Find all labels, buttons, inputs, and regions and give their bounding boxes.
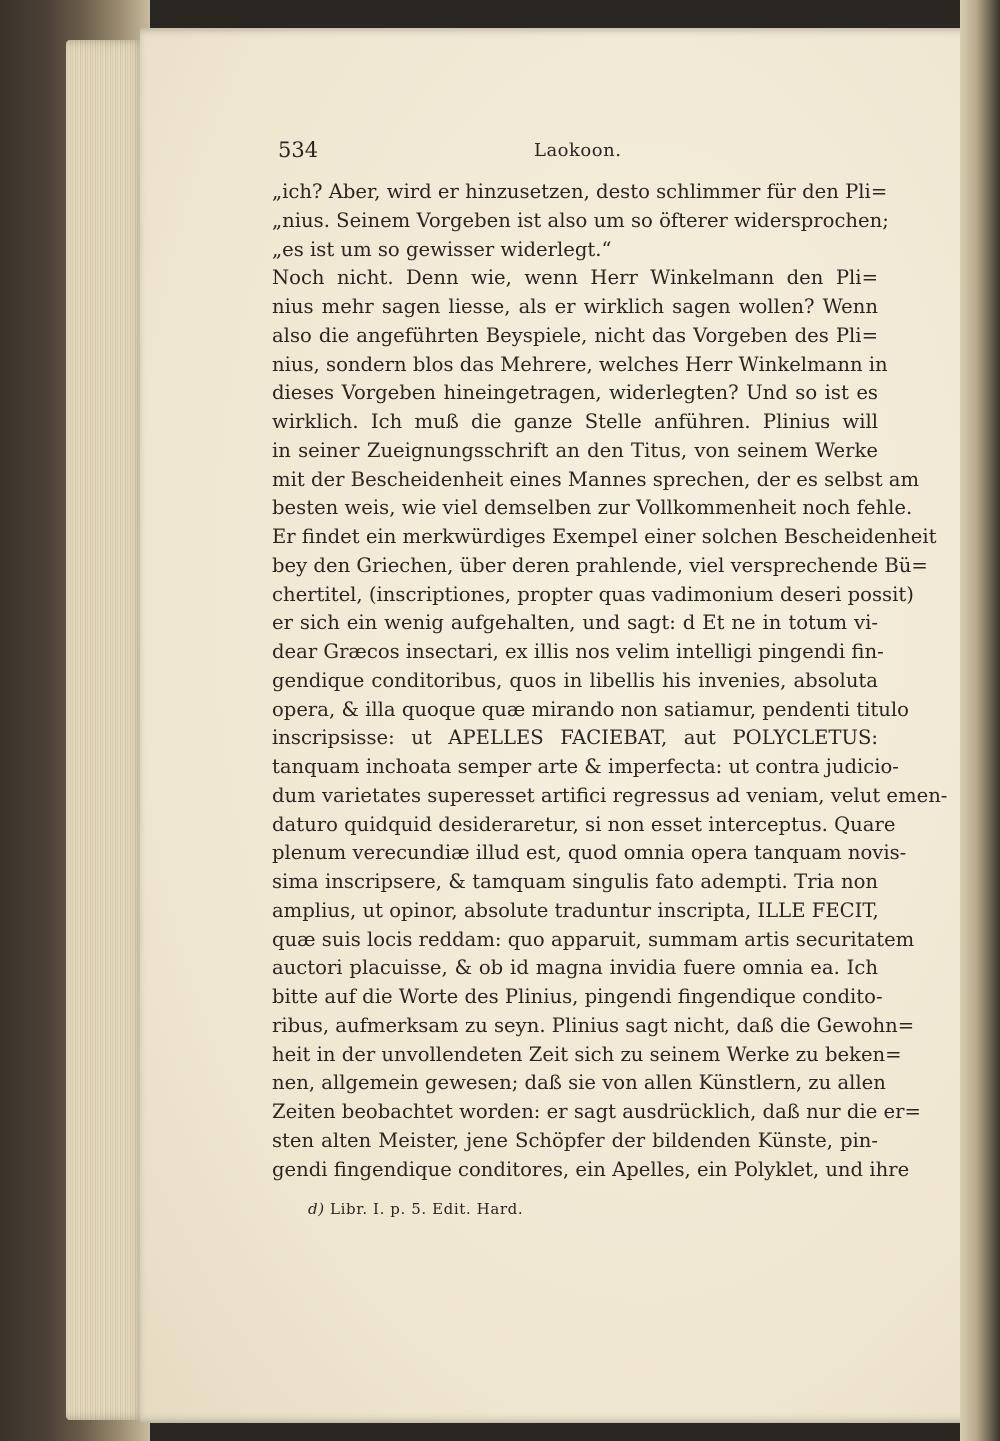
footnote [272,1200,878,1218]
page-number: 534 [278,138,319,162]
running-head: Laokoon. [534,140,622,161]
facing-page-edge [960,0,1000,1441]
text-line: „ich? Aber, wird er hinzusetzen, desto schlimmer für den Pli= [272,180,888,203]
text-line: inscripsisse: ut APELLES FACIEBAT, aut POLYCLETUS: [272,726,878,750]
text-line: in seiner Zueignungsschrift an den Titus, von seinem Werke [272,438,878,462]
page-header [272,138,878,172]
page-content [272,138,948,1219]
text-line: „nius. Seinem Vorgeben ist also um so öfterer widersprochen; [272,208,889,232]
text-line: Er findet ein merkwürdiges Exempel einer solchen Bescheidenheit [272,525,937,548]
text-line: quæ suis locis reddam: quo apparuit, summam artis securitatem [272,927,915,951]
text-line: opera, & illa quoque quæ mirando non satiamur, pendenti titulo [272,697,909,721]
text-line: dieses Vorgeben hineingetragen, widerlegten? Und so ist es [272,381,878,405]
text-line: sten alten Meister, jene Schöpfer der bildenden Künste, pin- [272,1128,878,1152]
text-line: mit der Bescheidenheit eines Mannes sprechen, der es selbst am [272,467,920,491]
page-stack-edge [66,40,146,1420]
text-line: bitte auf die Worte des Plinius, pingendi fingendique condito- [272,985,883,1008]
text-line: nius, sondern blos das Mehrere, welches Herr Winkelmann in [272,352,888,376]
text-line: Noch nicht. Denn wie, wenn Herr Winkelmann den Pli= [272,266,878,290]
text-line: Zeiten beobachtet worden: er sagt ausdrücklich, daß nur die er= [272,1100,921,1123]
text-line: gendique conditoribus, quos in libellis his invenies, absoluta [272,668,878,692]
text-line: nius mehr sagen liesse, als er wirklich sagen wollen? Wenn [272,295,878,318]
body-text [272,178,948,1184]
text-line: amplius, ut opinor, absolute traduntur inscripta, ILLE FECIT, [272,898,879,922]
text-line: „es ist um so gewisser widerlegt.“ [272,237,612,261]
text-line: plenum verecundiæ illud est, quod omnia opera tanquam novis- [272,841,907,865]
text-line: besten weis, wie viel demselben zur Vollkommenheit noch fehle. [272,496,913,520]
text-line: also die angeführten Beyspiele, nicht das Vorgeben des Pli= [272,323,878,347]
text-line: sima inscripsere, & tamquam singulis fato adempti. Tria non [272,870,878,893]
text-line: auctori placuisse, & ob id magna invidia fuere omnia ea. Ich [272,956,878,980]
text-line: heit in der unvollendeten Zeit sich zu seinem Werke zu beken= [272,1042,902,1066]
text-line: chertitel, (inscriptiones, propter quas vadimonium deseri possit) [272,582,914,606]
text-line: gendi fingendique conditores, ein Apelles, ein Polyklet, und ihre [272,1157,910,1181]
footnote-mark: d) [308,1200,325,1219]
text-line: ribus, aufmerksam zu seyn. Plinius sagt nicht, daß die Gewohn= [272,1013,915,1037]
footnote-text: Libr. I. p. 5. Edit. Hard. [330,1200,524,1219]
text-line: dum varietates superesset artifici regressus ad veniam, velut emen- [272,783,948,807]
text-line: daturo quidquid desideraretur, si non esset interceptus. Quare [272,812,896,836]
text-line: wirklich. Ich muß die ganze Stelle anführen. Plinius will [272,410,878,433]
text-line: bey den Griechen, über deren prahlende, viel versprechende Bü= [272,553,928,577]
text-line: nen, allgemein gewesen; daß sie von allen Künstlern, zu allen [272,1071,886,1095]
text-line: er sich ein wenig aufgehalten, und sagt: d Et ne in totum vi- [272,611,878,635]
text-line: dear Græcos insectari, ex illis nos velim intelligi pingendi fin- [272,640,884,663]
text-line: tanquam inchoata semper arte & imperfecta: ut contra judicio- [272,755,899,778]
